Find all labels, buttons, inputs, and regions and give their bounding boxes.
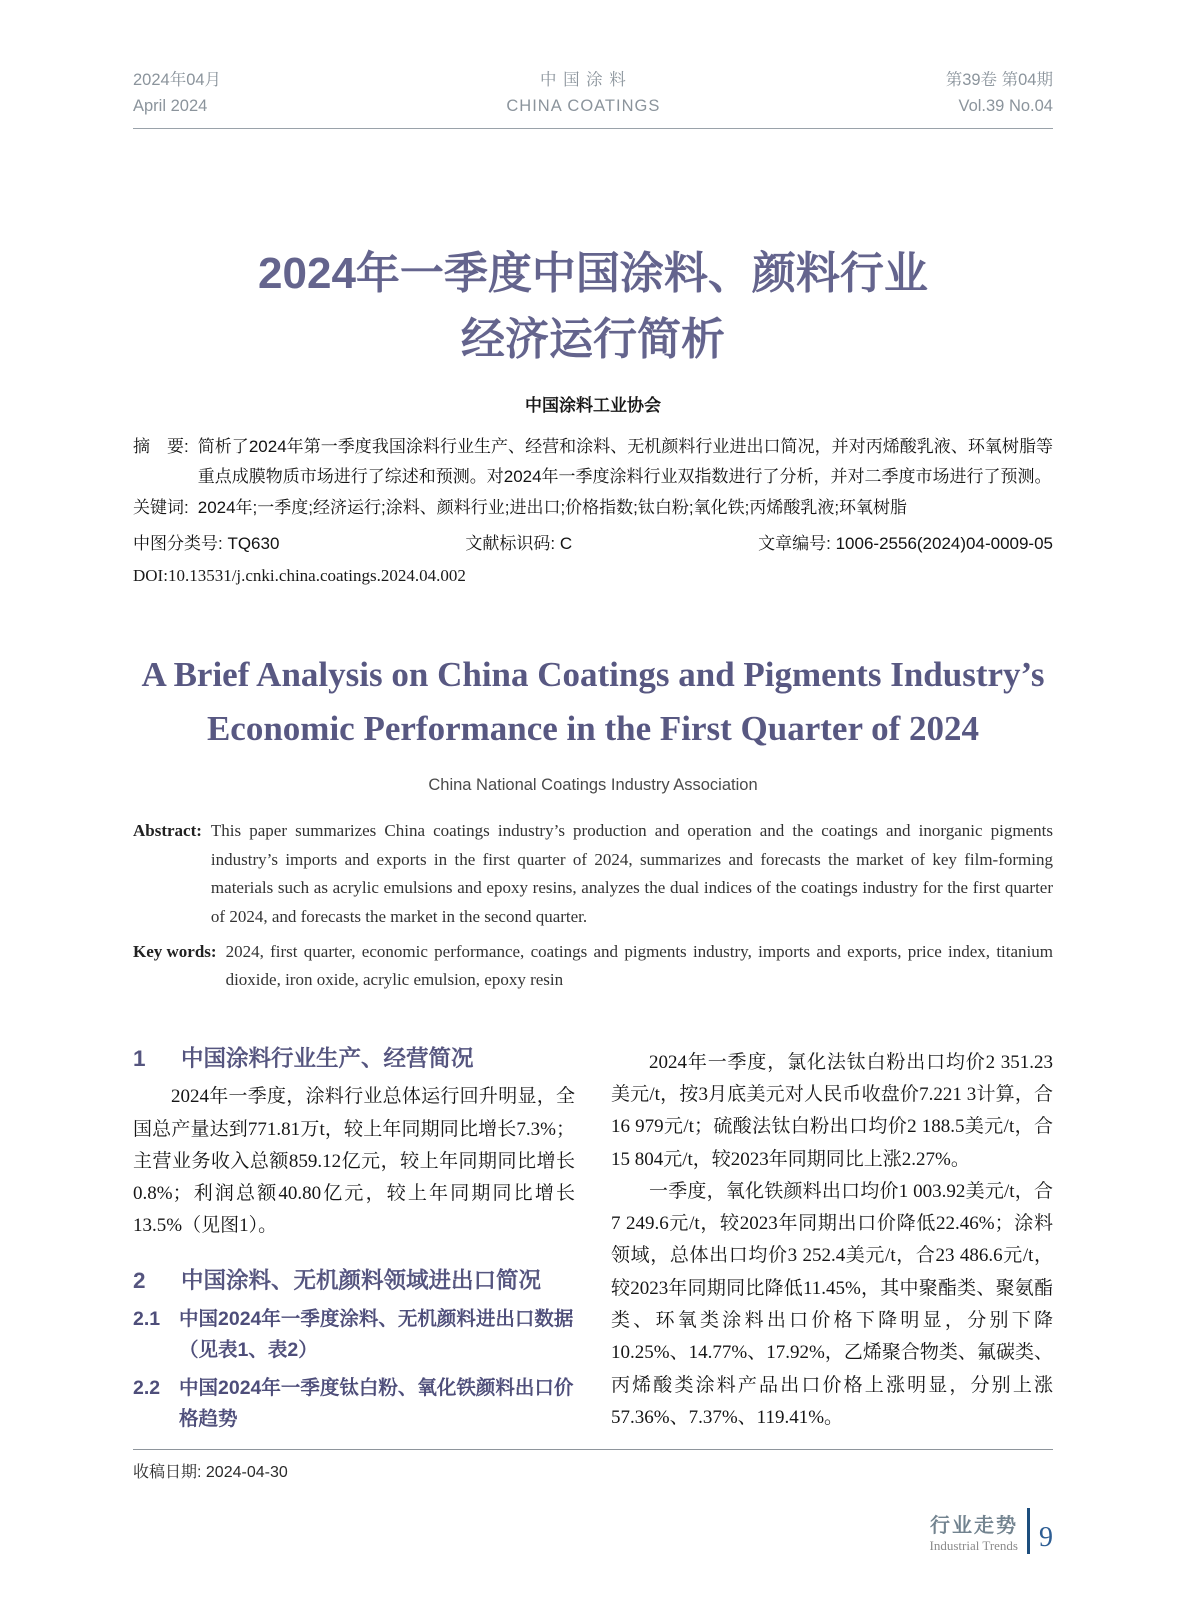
article-title-en-line1: A Brief Analysis on China Coatings and Pigments Industry’s [141,654,1045,694]
section-2-2-heading [133,1373,575,1435]
body-column-left [133,1043,575,1435]
date-cn: 2024年04月 [133,71,222,89]
footer-divider-bar [1027,1508,1030,1554]
section-2-1-number: 2.1 [133,1308,161,1331]
article-title-cn-line1: 2024年一季度中国涂料、颜料行业 [258,249,928,299]
journal-name-cn: 中 国 涂 料 [539,71,627,89]
issue-en: Vol.39 No.04 [958,96,1053,115]
abstract-label-en: Abstract: [133,821,202,841]
section-1-title: 中国涂料行业生产、经营简况 [181,1045,474,1071]
abstract-text-en: This paper summarizes China coatings industry’s production and operation and the coatings and inorganic pigments industry’s imports and exports in the first quarter of 2024, summarizes and forecasts the market of key film-forming materials such as acrylic emulsions and epoxy resins, analyzes the dual indices of the coatings industry for the first quarter of 2024, and forecasts the market in the second quarter. [210,821,1053,927]
section-2-1-title: 中国2024年一季度涂料、无机颜料进出口数据（见表1、表2） [179,1308,574,1362]
keywords-label-en: Key words: [133,941,217,961]
footer-section-cn: 行业走势 [930,1514,1018,1537]
abstract-label-cn: 摘 要: [133,437,189,457]
doi: DOI:10.13531/j.cnki.china.coatings.2024.04.002 [133,565,466,585]
issue-cn: 第39卷 第04期 [945,71,1053,89]
abstract-block-en [133,817,1053,931]
keywords-block-en [133,938,1053,995]
article-title-en [133,648,1053,757]
section-2-2-number: 2.2 [133,1376,161,1399]
keywords-row-cn [133,493,1053,523]
section-2-number: 2 [133,1267,146,1293]
abstract-text-cn: 简析了2024年第一季度我国涂料行业生产、经营和涂料、无机颜料行业进出口简况，并对丙烯酸乳液、环氧树脂等重点成膜物质市场进行了综述和预测。对2024年一季度涂料行业双指数进行了分析，并对二季度市场进行了预测。 [197,437,1053,487]
running-head-date [133,68,221,119]
keywords-text-cn: 2024年;一季度;经济运行;涂料、颜料行业;进出口;价格指数;钛白粉;氧化铁;丙烯酸乳液;环氧树脂 [197,497,908,517]
section-2-title: 中国涂料、无机颜料领域进出口简况 [181,1267,542,1293]
page-number: 9 [1039,1522,1053,1553]
journal-name-en: CHINA COATINGS [506,96,661,115]
section-1-paragraph: 2024年一季度，涂料行业总体运行回升明显，全国总产量达到771.81万t，较上年同期同比增长7.3%；主营业务收入总额859.12亿元，较上年同期同比增长0.8%；利润总额40.80亿元，较上年同期同比增长13.5%（见图1）。 [133,1086,575,1237]
article-title-cn-line2: 经济运行简析 [461,315,725,365]
article-title-cn [133,241,1053,373]
article-id: 文章编号: 1006-2556(2024)04-0009-05 [758,533,1053,553]
keywords-row-en [133,938,1053,995]
classification-row [133,529,1053,554]
running-head-issue [946,68,1053,119]
footer-section-en: Industrial Trends [929,1537,1018,1553]
author-cn: 中国涂料工业协会 [525,396,661,416]
keywords-text-en: 2024, first quarter, economic performance, coatings and pigments industry, imports and exports, price index, titanium dioxide, iron oxide, acrylic emulsion, epoxy resin [225,941,1053,990]
right-paragraph-1: 2024年一季度，氯化法钛白粉出口均价2 351.23美元/t，按3月底美元对人民币收盘价7.221 3计算，合16 979元/t；硫酸法钛白粉出口均价2 188.5美元/t，合15 804元/t，较2023年同期同比上涨2.27%。 [611,1051,1053,1170]
body-columns [133,1043,1053,1435]
received-date: 收稿日期: 2024-04-30 [133,1449,1053,1482]
section-1-heading [133,1043,575,1076]
running-head-journal [506,68,660,119]
page-footer [930,1508,1053,1554]
abstract-row-cn [133,432,1053,493]
author-en: China National Coatings Industry Association [428,776,758,795]
section-2-1-heading [133,1304,575,1366]
clc-number: 中图分类号: TQ630 [133,533,280,553]
section-1-number: 1 [133,1045,146,1071]
right-paragraph-2: 一季度，氧化铁颜料出口均价1 003.92美元/t，合7 249.6元/t，较2023年同期出口价降低22.46%；涂料领域，总体出口均价3 252.4美元/t，合23 486.6元/t，较2023年同期同比降低11.45%，其中聚酯类、聚氨酯类、环氧类涂料出口价格下降明显，分别下降10.25%、14.77%、17.92%，乙烯聚合物类、氟碳类、丙烯酸类涂料产品出口价格上涨明显，分别上涨57.36%、7.37%、119.41%。 [611,1180,1053,1428]
running-head [133,68,1053,129]
footer-section-labels [930,1509,1018,1554]
document-code: 文献标识码: C [465,533,573,553]
abstract-block-cn [133,432,1053,523]
body-column-right [611,1043,1053,1435]
abstract-row-en [133,817,1053,931]
keywords-label-cn: 关键词: [133,497,189,517]
section-2-2-title: 中国2024年一季度钛白粉、氧化铁颜料出口价格趋势 [179,1376,574,1430]
date-en: April 2024 [133,96,208,115]
article-title-en-line2: Economic Performance in the First Quarter of 2024 [206,709,980,749]
section-2-heading [133,1265,575,1298]
